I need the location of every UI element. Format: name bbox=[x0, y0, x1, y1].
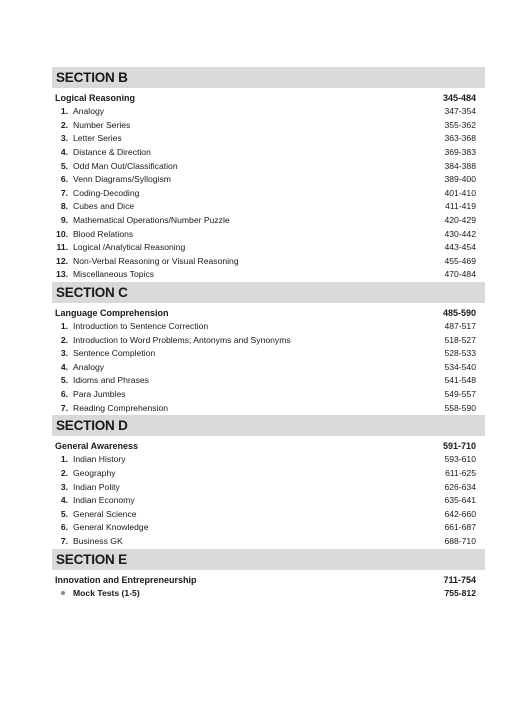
entry-title: Geography bbox=[73, 468, 116, 479]
entry-title: Distance & Direction bbox=[73, 146, 151, 157]
entry-title: Sentence Completion bbox=[73, 348, 156, 359]
entry-pages: 430-442 bbox=[444, 228, 476, 239]
entry-number: 1. bbox=[60, 321, 68, 332]
entry-number: 9. bbox=[60, 214, 68, 225]
entry-pages: 384-388 bbox=[444, 160, 476, 171]
entry-pages: 518-527 bbox=[444, 334, 476, 345]
toc-entry bbox=[52, 388, 485, 402]
entry-title: Mathematical Operations/Number Puzzle bbox=[73, 214, 230, 225]
section-subject-row bbox=[52, 91, 485, 105]
toc-entry bbox=[52, 508, 485, 522]
entry-number: 10. bbox=[56, 228, 68, 239]
entry-number: 8. bbox=[60, 201, 68, 212]
section-block bbox=[52, 67, 485, 282]
entry-number: 6. bbox=[60, 522, 68, 533]
toc-entry bbox=[52, 347, 485, 361]
entry-title: Non-Verbal Reasoning or Visual Reasoning bbox=[73, 255, 239, 266]
toc-entry bbox=[52, 173, 485, 187]
entry-number: 5. bbox=[60, 160, 68, 171]
section-subject-row bbox=[52, 306, 485, 320]
toc-entry bbox=[52, 228, 485, 242]
section-subject-row bbox=[52, 439, 485, 453]
bullet-icon bbox=[61, 591, 65, 595]
entry-title: Analogy bbox=[73, 361, 105, 372]
entry-pages: 411-419 bbox=[445, 201, 476, 212]
entry-number: 7. bbox=[60, 187, 68, 198]
entry-title: Blood Relations bbox=[73, 228, 134, 239]
toc-entry bbox=[52, 119, 485, 133]
entry-number: 11. bbox=[56, 242, 68, 253]
toc-entry bbox=[52, 361, 485, 375]
entry-title: Indian History bbox=[73, 454, 126, 465]
entry-title: Venn Diagrams/Syllogism bbox=[73, 174, 171, 185]
toc-entry bbox=[52, 374, 485, 388]
section-page-range: 591-710 bbox=[442, 441, 476, 452]
entry-title: Cubes and Dice bbox=[73, 201, 135, 212]
entry-number: 7. bbox=[60, 402, 68, 413]
entry-pages: 755-812 bbox=[444, 587, 476, 598]
entry-number: 5. bbox=[60, 375, 68, 386]
toc-entry bbox=[52, 187, 485, 201]
section-page-range: 485-590 bbox=[442, 307, 476, 318]
entry-title: Logical /Analytical Reasoning bbox=[73, 242, 186, 253]
entry-pages: 558-590 bbox=[444, 402, 476, 413]
entry-pages: 534-540 bbox=[444, 361, 476, 372]
entry-number: 6. bbox=[60, 389, 68, 400]
entry-number: 4. bbox=[60, 146, 68, 157]
toc-bullet-entry bbox=[52, 587, 485, 601]
entry-title: Indian Economy bbox=[73, 495, 135, 506]
entry-title: Mock Tests (1-5) bbox=[73, 587, 140, 598]
entry-title: Odd Man Out/Classification bbox=[73, 160, 178, 171]
entry-number: 2. bbox=[60, 119, 68, 130]
toc-entry bbox=[52, 268, 485, 282]
entry-title: General Science bbox=[73, 508, 137, 519]
entry-title: Idioms and Phrases bbox=[73, 375, 149, 386]
entry-pages: 626-634 bbox=[444, 481, 476, 492]
entry-title: Number Series bbox=[73, 119, 131, 130]
entry-pages: 420-429 bbox=[444, 214, 476, 225]
entry-number: 12. bbox=[56, 255, 68, 266]
toc-entry bbox=[52, 241, 485, 255]
section-subject-row bbox=[52, 573, 485, 587]
entry-title: Indian Polity bbox=[73, 481, 120, 492]
entry-pages: 487-517 bbox=[444, 321, 476, 332]
entry-pages: 688-710 bbox=[444, 536, 476, 546]
section-subject-title: Innovation and Entrepreneurship bbox=[55, 574, 197, 585]
toc-entry bbox=[52, 146, 485, 160]
section-heading: SECTION B bbox=[52, 67, 485, 88]
section-heading: SECTION E bbox=[52, 549, 485, 570]
table-of-contents bbox=[52, 67, 485, 600]
entry-pages: 642-660 bbox=[444, 508, 476, 519]
entry-number: 4. bbox=[60, 495, 68, 506]
section-block bbox=[52, 282, 485, 415]
entry-title: General Knowledge bbox=[73, 522, 149, 533]
toc-entry bbox=[52, 200, 485, 214]
entry-pages: 363-368 bbox=[444, 133, 476, 144]
toc-entry bbox=[52, 535, 485, 549]
entry-pages: 389-400 bbox=[444, 174, 476, 185]
entry-title: Coding-Decoding bbox=[73, 187, 140, 198]
entry-pages: 635-641 bbox=[444, 495, 476, 506]
section-subject-title: General Awareness bbox=[55, 441, 139, 452]
toc-entry bbox=[52, 467, 485, 481]
toc-entry bbox=[52, 105, 485, 119]
entry-pages: 369-383 bbox=[444, 146, 476, 157]
entry-pages: 611-625 bbox=[445, 468, 476, 479]
entry-pages: 541-548 bbox=[444, 375, 476, 386]
toc-entry bbox=[52, 132, 485, 146]
toc-entry bbox=[52, 160, 485, 174]
entry-title: Letter Series bbox=[73, 133, 122, 144]
section-block bbox=[52, 549, 485, 601]
toc-entry bbox=[52, 255, 485, 269]
entry-title: Para Jumbles bbox=[73, 389, 126, 400]
entry-number: 13. bbox=[56, 269, 68, 280]
toc-entry bbox=[52, 481, 485, 495]
entry-pages: 443-454 bbox=[444, 242, 476, 253]
entry-number: 3. bbox=[60, 348, 68, 359]
toc-entry bbox=[52, 453, 485, 467]
entry-pages: 401-410 bbox=[444, 187, 476, 198]
entry-title: Business GK bbox=[73, 536, 123, 546]
section-block bbox=[52, 415, 485, 548]
entry-pages: 455-469 bbox=[444, 255, 476, 266]
entry-title: Miscellaneous Topics bbox=[73, 269, 155, 280]
entry-number: 3. bbox=[60, 481, 68, 492]
entry-pages: 470-484 bbox=[444, 269, 476, 280]
entry-title: Introduction to Word Problems; Antonyms and Synonyms bbox=[73, 334, 291, 345]
section-page-range: 711-754 bbox=[443, 574, 476, 585]
entry-number: 6. bbox=[60, 174, 68, 185]
toc-entry bbox=[52, 402, 485, 416]
entry-pages: 528-533 bbox=[444, 348, 476, 359]
entry-number: 2. bbox=[60, 468, 68, 479]
toc-entry bbox=[52, 494, 485, 508]
entry-number: 4. bbox=[60, 361, 68, 372]
section-heading: SECTION C bbox=[52, 282, 485, 303]
section-heading: SECTION D bbox=[52, 415, 485, 436]
entry-number: 7. bbox=[60, 536, 68, 546]
section-subject-title: Logical Reasoning bbox=[55, 93, 136, 103]
entry-title: Introduction to Sentence Correction bbox=[73, 321, 209, 332]
entry-pages: 593-610 bbox=[444, 454, 476, 465]
entry-number: 1. bbox=[60, 106, 68, 117]
entry-title: Analogy bbox=[73, 106, 105, 117]
toc-entry bbox=[52, 320, 485, 334]
entry-number: 2. bbox=[60, 334, 68, 345]
entry-pages: 355-362 bbox=[444, 119, 476, 130]
entry-pages: 549-557 bbox=[444, 389, 476, 400]
entry-pages: 661-687 bbox=[444, 522, 476, 533]
toc-entry bbox=[52, 214, 485, 228]
section-page-range: 345-484 bbox=[442, 93, 476, 103]
entry-title: Reading Comprehension bbox=[73, 402, 169, 413]
entry-pages: 347-354 bbox=[444, 106, 476, 117]
toc-entry bbox=[52, 521, 485, 535]
entry-number: 1. bbox=[60, 454, 68, 465]
entry-number: 3. bbox=[60, 133, 68, 144]
entry-number: 5. bbox=[60, 508, 68, 519]
section-subject-title: Language Comprehension bbox=[55, 307, 169, 318]
toc-entry bbox=[52, 334, 485, 348]
